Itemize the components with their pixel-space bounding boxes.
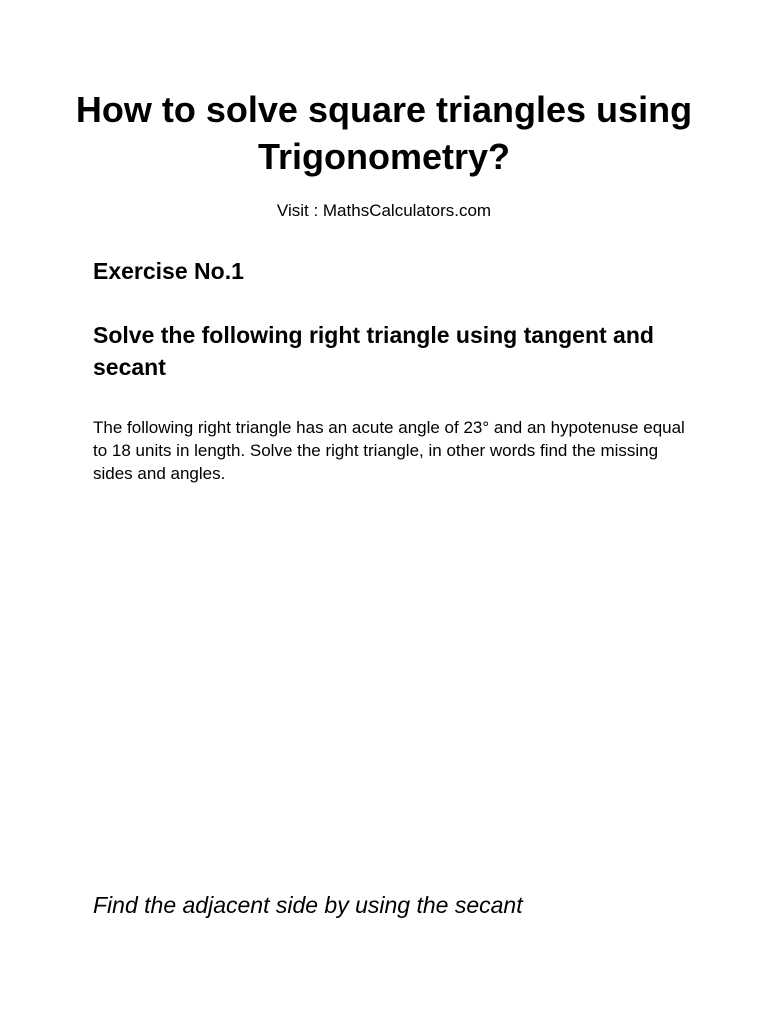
visit-link-text: Visit : MathsCalculators.com: [276, 201, 492, 220]
step-caption: Find the adjacent side by using the secant: [93, 892, 523, 918]
exercise-heading: Exercise No.1: [93, 258, 244, 284]
problem-statement: The following right triangle has an acute angle of 23° and an hypotenuse equal to 18 units in length. Solve the right triangle, in other words find the missing sides and angles.: [93, 418, 685, 483]
exercise-instruction-heading: Solve the following right triangle using tangent and secant: [93, 322, 654, 380]
page-title: How to solve square triangles using Trigonometry?: [75, 89, 693, 177]
blank-figure-area: [93, 500, 675, 870]
